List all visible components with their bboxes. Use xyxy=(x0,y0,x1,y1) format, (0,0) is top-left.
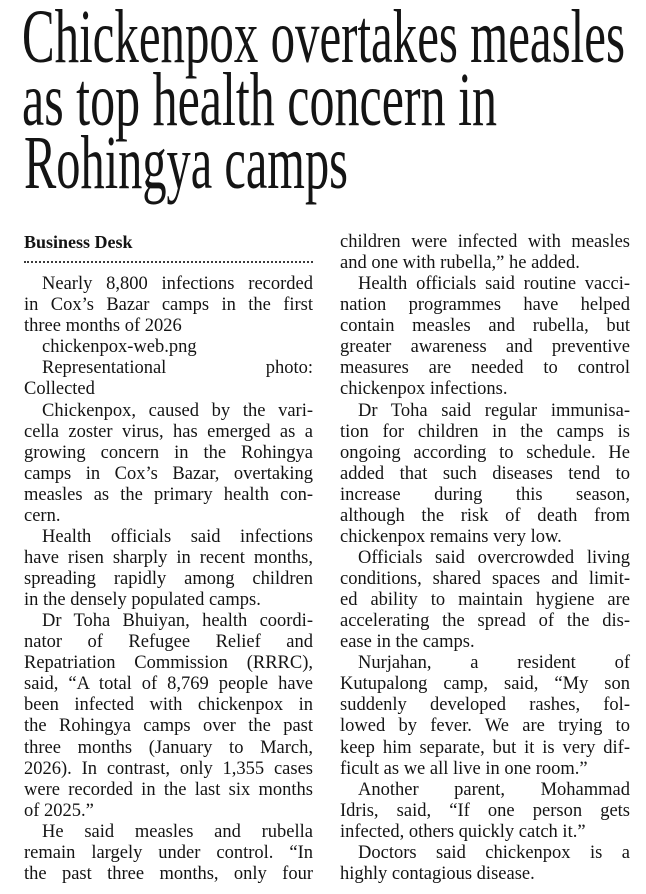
body-paragraph xyxy=(24,822,313,885)
text-line: highly contagious disease. xyxy=(340,863,535,884)
text-line: chickenpox infections. xyxy=(340,379,508,400)
text-line: children were infected with measles xyxy=(340,232,630,252)
text-line: the Rohingya camps over the past xyxy=(24,716,313,737)
text-line: Nurjahan, a resident of xyxy=(358,653,630,674)
right-column xyxy=(340,232,630,885)
left-column xyxy=(24,274,313,885)
standfirst xyxy=(24,274,313,337)
text-line: greater awareness and preventive xyxy=(340,337,630,358)
body-paragraph xyxy=(340,401,630,548)
text-line: camps in Cox’s Bazar, overtaking xyxy=(24,463,313,484)
headline-line: Rohingya camps xyxy=(24,121,348,205)
text-line: 2026). In contrast, only 1,355 cases xyxy=(24,758,313,779)
body-paragraph xyxy=(340,780,630,843)
text-line: Health officials said infections xyxy=(42,526,313,547)
photo-filename xyxy=(24,337,313,358)
photo-caption xyxy=(24,358,313,400)
text-line: growing concern in the Rohingya xyxy=(24,442,313,463)
text-line: added that such diseases tend to xyxy=(340,463,630,484)
text-line: measles as the primary health con- xyxy=(24,484,313,505)
text-line: nator of Refugee Relief and xyxy=(24,632,313,653)
text-line: Health officials said routine vacci- xyxy=(358,274,630,295)
text-line: been infected with chickenpox in xyxy=(24,695,313,716)
text-line: in Cox’s Bazar camps in the first xyxy=(24,295,313,316)
text-line: Doctors said chickenpox is a xyxy=(358,842,630,863)
text-line: cella zoster virus, has emerged as a xyxy=(24,421,313,442)
text-line: ficult as we all live in one room.” xyxy=(340,758,588,779)
text-line: Representational photo: xyxy=(42,358,313,379)
text-line: Nearly 8,800 infections recorded xyxy=(42,274,313,295)
body-paragraph xyxy=(340,548,630,653)
text-line: said, “A total of 8,769 people have xyxy=(24,674,313,695)
text-line: He said measles and rubella xyxy=(42,821,313,842)
text-line: Chickenpox, caused by the vari- xyxy=(42,400,313,421)
text-line: chickenpox-web.png xyxy=(42,337,197,358)
body-paragraph xyxy=(24,401,313,527)
text-line: although the risk of death from xyxy=(340,505,630,526)
text-line: lowed by fever. We are trying to xyxy=(340,716,630,737)
text-line: of 2025.” xyxy=(24,800,94,821)
body-paragraph xyxy=(340,274,630,400)
body-paragraph xyxy=(24,611,313,822)
text-line: Dr Toha Bhuiyan, health coordi- xyxy=(42,611,313,632)
body-paragraph xyxy=(24,527,313,611)
text-line: three months of 2026 xyxy=(24,316,182,337)
text-line: remain largely under control. “In xyxy=(24,842,313,863)
body-paragraph xyxy=(340,843,630,885)
section-byline: Business Desk xyxy=(24,232,133,252)
text-line: Officials said overcrowded living xyxy=(358,547,630,568)
text-line: accelerating the spread of the dis- xyxy=(340,611,630,632)
text-line: in the densely populated camps. xyxy=(24,590,261,611)
text-line: spreading rapidly among children xyxy=(24,569,313,589)
text-line: Idris, said, “If one person gets xyxy=(340,800,630,821)
body-paragraph xyxy=(340,653,630,779)
text-line: ongoing according to schedule. He xyxy=(340,442,630,463)
text-line: chickenpox remains very low. xyxy=(340,526,562,547)
text-line: ed ability to maintain hygiene are xyxy=(340,590,630,611)
text-line: Kutupalong camp, said, “My son xyxy=(340,674,630,695)
text-line: and one with rubella,” he added. xyxy=(340,253,580,274)
dotted-rule xyxy=(24,261,313,263)
text-line: have risen sharply in recent months, xyxy=(24,547,313,568)
text-line: three months (January to March, xyxy=(24,737,313,758)
text-line: increase during this season, xyxy=(340,484,630,505)
text-line: Dr Toha said regular immunisa- xyxy=(358,400,630,421)
body-paragraph-continued xyxy=(340,232,630,274)
text-line: Collected xyxy=(24,379,95,400)
text-line: cern. xyxy=(24,505,61,526)
text-line: tion for children in the camps is xyxy=(340,421,630,442)
headline-line: as top health concern in xyxy=(22,58,497,142)
text-line: Repatriation Commission (RRRC), xyxy=(24,653,313,674)
text-line: Another parent, Mohammad xyxy=(358,779,630,800)
text-line: contain measles and rubella, but xyxy=(340,316,630,337)
text-line: conditions, shared spaces and limit- xyxy=(340,569,630,589)
text-line: measures are needed to control xyxy=(340,358,630,379)
text-line: keep him separate, but it is very dif- xyxy=(340,737,630,758)
text-line: suddenly developed rashes, fol- xyxy=(340,695,630,716)
text-line: ease in the camps. xyxy=(340,632,475,653)
text-line: nation programmes have helped xyxy=(340,295,630,316)
headline xyxy=(0,0,646,212)
text-line: infected, others quickly catch it.” xyxy=(340,821,586,842)
text-line: the past three months, only four xyxy=(24,863,313,884)
text-line: were recorded in the last six months xyxy=(24,779,313,800)
headline-line: Chickenpox overtakes measles xyxy=(22,0,625,79)
